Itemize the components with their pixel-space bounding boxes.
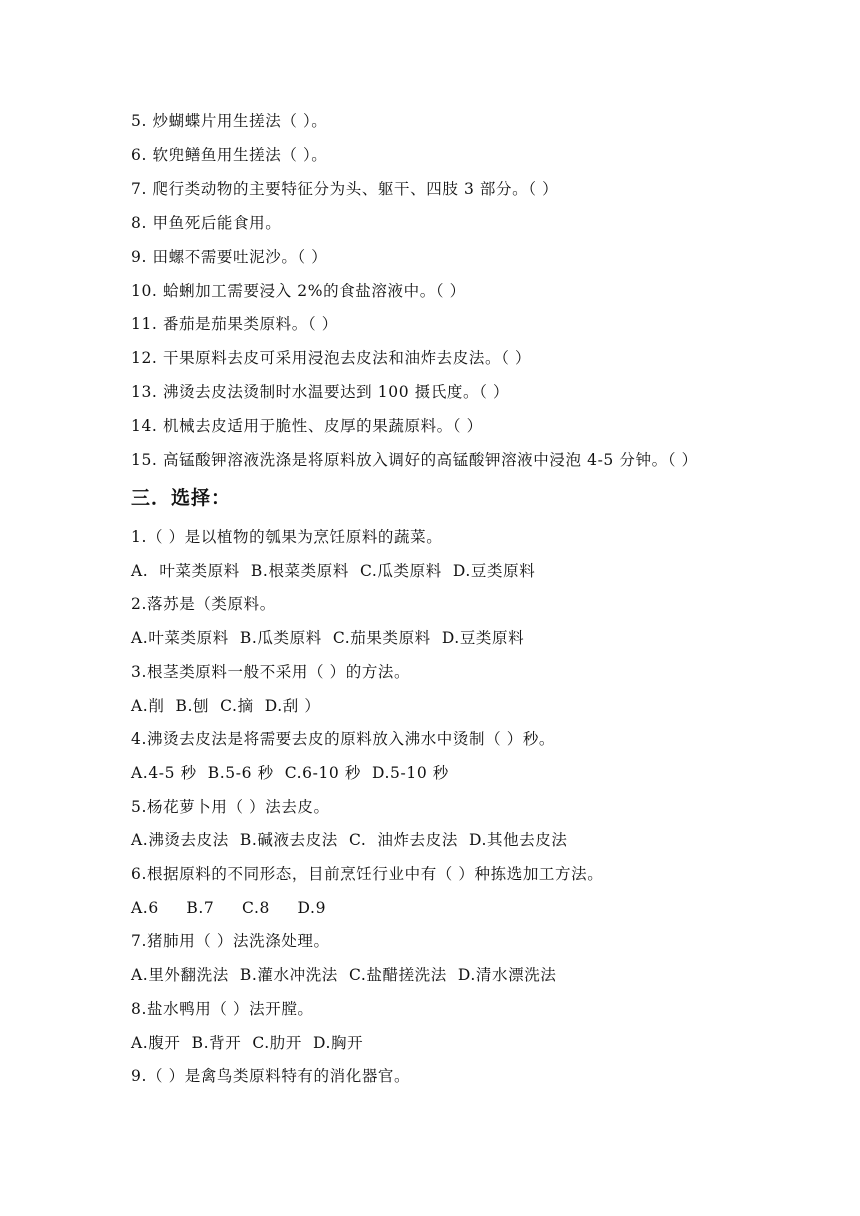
choice-question-stem: 1.（ ）是以植物的瓠果为烹饪原料的蔬菜。: [131, 528, 443, 546]
choice-question-stem: 3.根茎类原料一般不采用（ ）的方法。: [131, 662, 411, 681]
judgment-question-item: 14. 机械去皮适用于脆性、皮厚的果蔬原料。（ ）: [131, 417, 483, 436]
choice-options-line: A.6 B.7 C.8 D.9: [131, 898, 327, 917]
section-heading-choice: 三．选择：: [131, 487, 232, 509]
judgment-question-item: 5. 炒蝴蝶片用生搓法（ ）。: [131, 112, 328, 130]
choice-question-stem: 7.猪肺用（ ）法洗涤处理。: [131, 932, 330, 951]
choice-options-line: A.叶菜类原料 B.瓜类原料 C.茄果类原料 D.豆类原料: [131, 629, 525, 648]
judgment-question-item: 6. 软兜鳝鱼用生搓法（ ）。: [131, 145, 328, 164]
judgment-question-item: 15. 高锰酸钾溶液洗涤是将原料放入调好的高锰酸钾溶液中浸泡 4-5 分钟。（ ）: [131, 451, 698, 469]
judgment-question-item: 8. 甲鱼死后能食用。: [131, 213, 282, 232]
judgment-question-item: 10. 蛤蜊加工需要浸入 2%的食盐溶液中。（ ）: [131, 281, 466, 300]
choice-question-stem: 4.沸烫去皮法是将需要去皮的原料放入沸水中烫制（ ）秒。: [131, 730, 556, 749]
choice-options-line: A.4-5 秒 B.5-6 秒 C.6-10 秒 D.5-10 秒: [131, 763, 449, 782]
choice-question-stem: 9.（ ）是禽鸟类原料特有的消化器官。: [131, 1067, 411, 1086]
judgment-question-item: 13. 沸烫去皮法烫制时水温要达到 100 摄氏度。（ ）: [131, 383, 510, 402]
choice-options-line: A.削 B.刨 C.摘 D.刮 ）: [131, 696, 321, 715]
choice-question-stem: 6.根据原料的不同形态，目前烹饪行业中有（ ）种拣选加工方法。: [131, 865, 604, 883]
judgment-question-item: 12. 干果原料去皮可采用浸泡去皮法和油炸去皮法。（ ）: [131, 349, 532, 368]
judgment-question-item: 7. 爬行类动物的主要特征分为头、躯干、四肢 3 部分。（ ）: [131, 179, 559, 198]
judgment-question-item: 11. 番茄是茄果类原料。（ ）: [131, 315, 338, 334]
choice-options-line: A.沸烫去皮法 B.碱液去皮法 C. 油炸去皮法 D.其他去皮法: [131, 831, 568, 850]
choice-options-line: A. 叶菜类原料 B.根菜类原料 C.瓜类原料 D.豆类原料: [131, 561, 536, 580]
choice-question-stem: 5.杨花萝卜用（ ）法去皮。: [131, 797, 330, 816]
choice-question-stem: 8.盐水鸭用（ ）法开膛。: [131, 999, 314, 1018]
judgment-question-item: 9. 田螺不需要吐泥沙。（ ）: [131, 247, 328, 266]
choice-options-line: A.里外翻洗法 B.灌水冲洗法 C.盐醋搓洗法 D.清水漂洗法: [131, 966, 557, 985]
choice-question-stem: 2.落苏是（类原料。: [131, 595, 276, 614]
choice-options-line: A.腹开 B.背开 C.肋开 D.胸开: [131, 1033, 364, 1052]
